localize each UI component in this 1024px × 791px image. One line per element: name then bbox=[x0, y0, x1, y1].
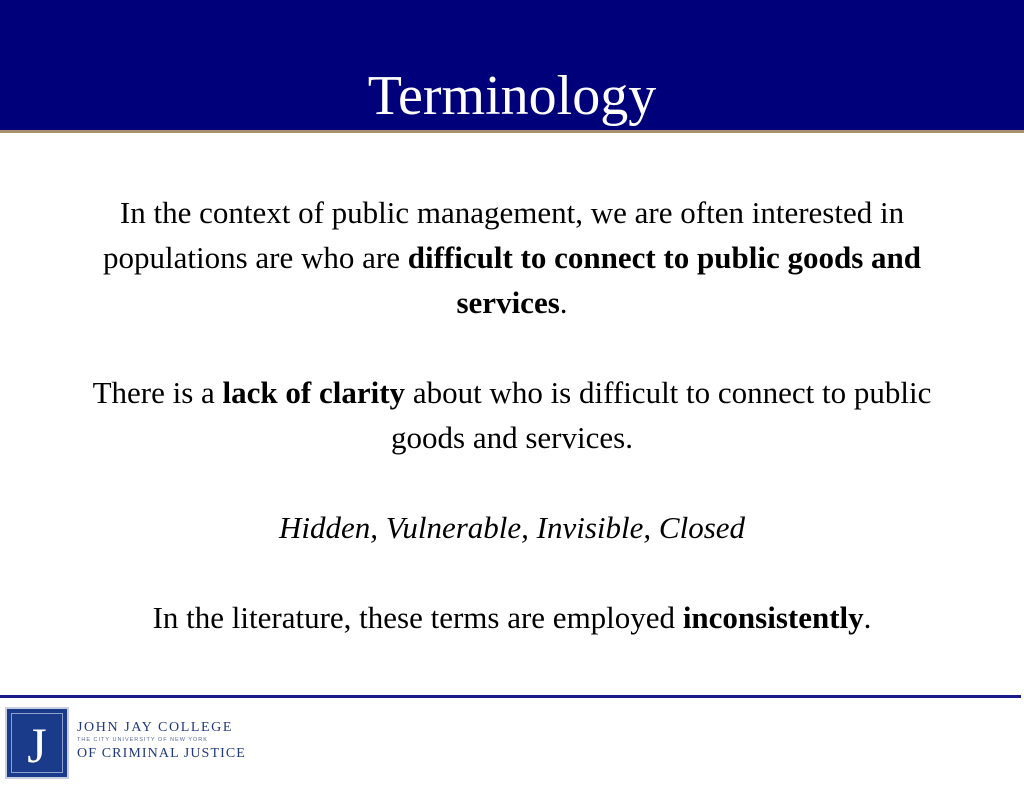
paragraph-text: about who is difficult to connect to public goods and services. bbox=[391, 375, 932, 455]
paragraph-literature bbox=[70, 595, 954, 640]
emphasis-text: difficult to connect to public goods and services bbox=[407, 240, 921, 320]
terms-list: Hidden, Vulnerable, Invisible, Closed bbox=[278, 510, 746, 545]
paragraph-text: . bbox=[559, 285, 568, 320]
paragraph-text: . bbox=[863, 600, 872, 635]
paragraph-clarity bbox=[70, 370, 954, 460]
logo-college-name: JOHN JAY COLLEGE bbox=[77, 720, 234, 735]
logo-wordmark bbox=[77, 719, 246, 762]
paragraph-text: In the context of public management, we are often interested in populations are who are bbox=[102, 195, 905, 275]
logo-college-subtitle: OF CRIMINAL JUSTICE bbox=[77, 746, 246, 761]
logo-monogram bbox=[5, 707, 69, 779]
college-logo bbox=[5, 705, 245, 783]
slide-body bbox=[70, 190, 954, 640]
paragraph-terms bbox=[70, 505, 954, 550]
footer-divider bbox=[0, 695, 1021, 698]
emphasis-text: lack of clarity bbox=[222, 375, 406, 410]
logo-letter: J bbox=[11, 713, 63, 773]
emphasis-text: inconsistently bbox=[682, 600, 864, 635]
title-divider bbox=[0, 130, 1024, 133]
logo-university-name: THE CITY UNIVERSITY OF NEW YORK bbox=[77, 737, 208, 743]
slide-title: Terminology bbox=[367, 65, 657, 127]
paragraph-text: There is a bbox=[92, 375, 223, 410]
paragraph-context bbox=[70, 190, 954, 325]
paragraph-text: In the literature, these terms are employed bbox=[152, 600, 683, 635]
